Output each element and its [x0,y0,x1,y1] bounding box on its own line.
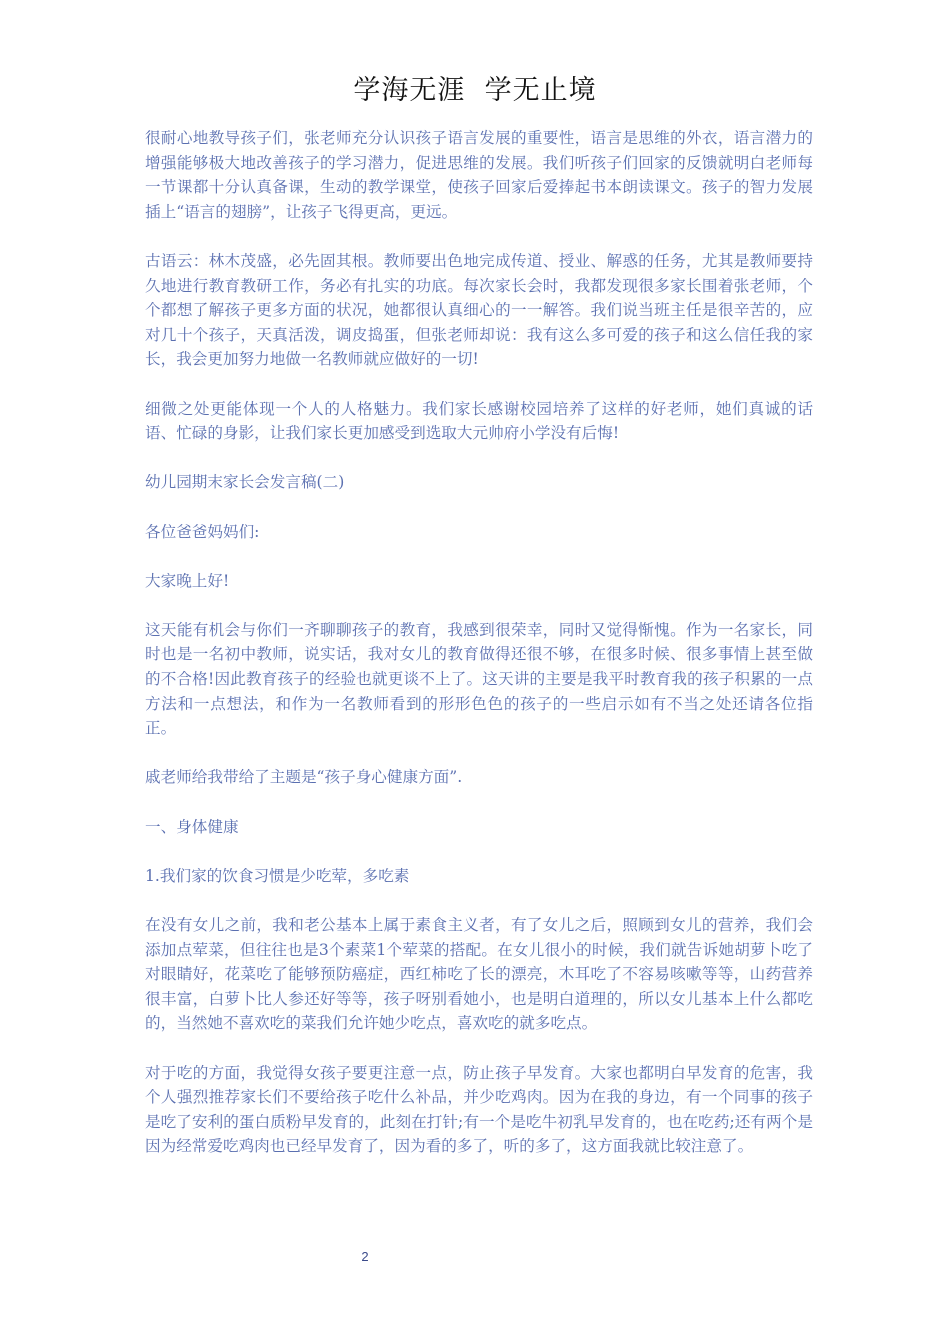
paragraph: 在没有女儿之前，我和老公基本上属于素食主义者，有了女儿之后，照顾到女儿的营养，我们会添加点荤菜，但往往也是3个素菜1个荤菜的搭配。在女儿很小的时候，我们就告诉她胡萝卜吃了对眼睛好，花菜吃了能够预防癌症，西红柿吃了长的漂亮，木耳吃了不容易咳嗽等等，山药营养很丰富，白萝卜比人参还好等等，孩子呀别看她小，也是明白道理的，所以女儿基本上什么都吃的，当然她不喜欢吃的菜我们允许她少吃点，喜欢吃的就多吃点。 [145,916,813,1033]
paragraph: 很耐心地教导孩子们，张老师充分认识孩子语言发展的重要性，语言是思维的外衣，语言潜力的增强能够极大地改善孩子的学习潜力，促进思维的发展。我们听孩子们回家的反馈就明白老师每一节课都十分认真备课，生动的教学课堂，使孩子回家后爱捧起书本朗读课文。孩子的智力发展插上“语言的翅膀”，让孩子飞得更高，更远。 [145,129,813,221]
salutation: 各位爸爸妈妈们: [145,522,260,541]
paragraph: 戚老师给我带给了主题是“孩子身心健康方面”. [145,768,463,787]
paragraph: 对于吃的方面，我觉得女孩子要更注意一点，防止孩子早发育。大家也都明白早发育的危害，我个人强烈推荐家长们不要给孩子吃什么补品，并少吃鸡肉。因为在我的身边，有一个同事的孩子是吃了安利的蛋白质粉早发育的，此刻在打针;有一个是吃牛初乳早发育的，也在吃药;还有两个是因为经常爱吃鸡肉也已经早发育了，因为看的多了，听的多了，这方面我就比较注意了。 [145,1063,813,1156]
section-heading: 一、身体健康 [145,817,239,836]
document-body [145,126,813,1184]
paragraph: 古语云：林木茂盛，必先固其根。教师要出色地完成传道、授业、解惑的任务，尤其是教师要持久地进行教育教研工作，务必有扎实的功底。每次家长会时，我都发现很多家长围着张老师，个个都想了解孩子更多方面的状况，她都很认真细心的一一解答。我们说当班主任是很辛苦的，应对几十个孩子，天真活泼，调皮捣蛋，但张老师却说：我有这么多可爱的孩子和这么信任我的家长，我会更加努力地做一名教师就应做好的一切! [145,251,813,369]
page-header-title: 学海无涯 学无止境 [353,75,597,106]
paragraph: 细微之处更能体现一个人的人格魅力。我们家长感谢校园培养了这样的好老师，她们真诚的话语、忙碌的身影，让我们家长更加感受到选取大元帅府小学没有后悔! [145,399,813,443]
paragraph: 这天能有机会与你们一齐聊聊孩子的教育，我感到很荣幸，同时又觉得惭愧。作为一名家长，同时也是一名初中教师，说实话，我对女儿的教育做得还很不够，在很多时候、很多事情上甚至做的不合格!因此教育孩子的经验也就更谈不上了。这天讲的主要是我平时教育我的孩子积累的一点方法和一点想法，和作为一名教师看到的形形色色的孩子的一些启示如有不当之处还请各位指正。 [145,620,813,738]
subsection-heading: 1.我们家的饮食习惯是少吃荤，多吃素 [145,866,410,885]
section-title: 幼儿园期末家长会发言稿(二) [145,473,345,492]
page-number: 2 [361,1249,369,1264]
greeting: 大家晚上好! [145,571,230,590]
